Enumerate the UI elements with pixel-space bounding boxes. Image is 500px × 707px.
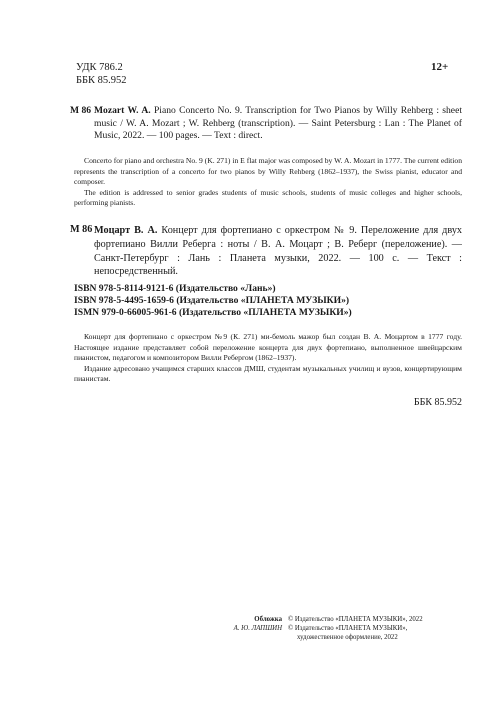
catalog-text: [94, 224, 462, 279]
annotation-ru: [74, 332, 462, 385]
catalog-entry-ru: [70, 224, 462, 282]
author-mark: M 86: [70, 105, 92, 116]
bbk-code-bottom: ББК 85.952: [413, 397, 462, 408]
copyright-block: [288, 615, 463, 642]
copyright-line: © Издательство «ПЛАНЕТА МУЗЫКИ»,: [288, 625, 408, 632]
cover-designer-name: А. Ю. ЛАПШИН: [233, 625, 282, 632]
age-rating: 12+: [431, 61, 449, 73]
catalog-text: [94, 105, 462, 143]
isbn-line: ISBN 978-5-8114-9121-6 (Издательство «Лань»): [74, 283, 276, 294]
author-name: Mozart W. A.: [94, 105, 151, 116]
isbn-line: ISBN 978-5-4495-1659-6 (Издательство «ПЛАНЕТА МУЗЫКИ»): [74, 295, 350, 307]
author-mark: М 86: [70, 224, 93, 235]
udk-code: УДК 786.2: [76, 62, 123, 73]
annotation-paragraph: Concerto for piano and orchestra No. 9 (K. 271) in E flat major was composed by W. A. Mozart in 1777. The current edition represents the transcription of a concerto for two pianos by Willy Rehberg (1862–1937), the Swiss pianist, educator and composer.: [74, 156, 462, 186]
catalog-description: Piano Concerto No. 9. Transcription for Two Pianos by Willy Rehberg : sheet music / W. A. Mozart ; W. Rehberg (transcription). — Saint Petersburg : Lan : The Planet of Music, 2022. — 100 pages. — Text : direct.: [94, 105, 462, 142]
annotation-paragraph: Концерт для фортепиано с оркестром №9 (К. 271) ми-бемоль мажор был создан В. А. Моцартом в 1777 году. Настоящее издание представляет собой переложение концерта для двух фортепиано, выполненное швейцарским пианистом, педагогом и композитором Вилли Ребергом (1862–1937).: [74, 332, 462, 362]
bbk-code: ББК 85.952: [76, 75, 127, 86]
ismn-line: ISMN 979-0-66005-961-6 (Издательство «ПЛАНЕТА МУЗЫКИ»): [74, 307, 352, 319]
catalog-entry-en: [70, 105, 462, 157]
annotation-paragraph: The edition is addressed to senior grades students of music schools, students of music colleges and higher schools, performing pianists.: [74, 187, 462, 207]
cover-credit-title: Обложка: [254, 616, 282, 623]
catalog-description: Концерт для фортепиано с оркестром № 9. Переложение для двух фортепиано Вилли Реберга : ноты / В. А. Моцарт ; В. Реберг (переложение). — Санкт-Петербург : Лань : Планета музыки, 2022. — 100 с. — Текст : непосредственный.: [94, 225, 463, 278]
copyright-line: художественное оформление, 2022: [297, 634, 398, 641]
copyright-line: © Издательство «ПЛАНЕТА МУЗЫКИ», 2022: [288, 616, 423, 623]
annotation-paragraph: Издание адресовано учащимся старших классов ДМШ, студентам музыкальных училищ и вузов, концертирующим пианистам.: [74, 363, 462, 383]
annotation-en: [74, 156, 462, 209]
author-name: Моцарт В. А.: [94, 225, 158, 236]
cover-credit: [190, 615, 282, 633]
isbn-list: [74, 283, 462, 320]
